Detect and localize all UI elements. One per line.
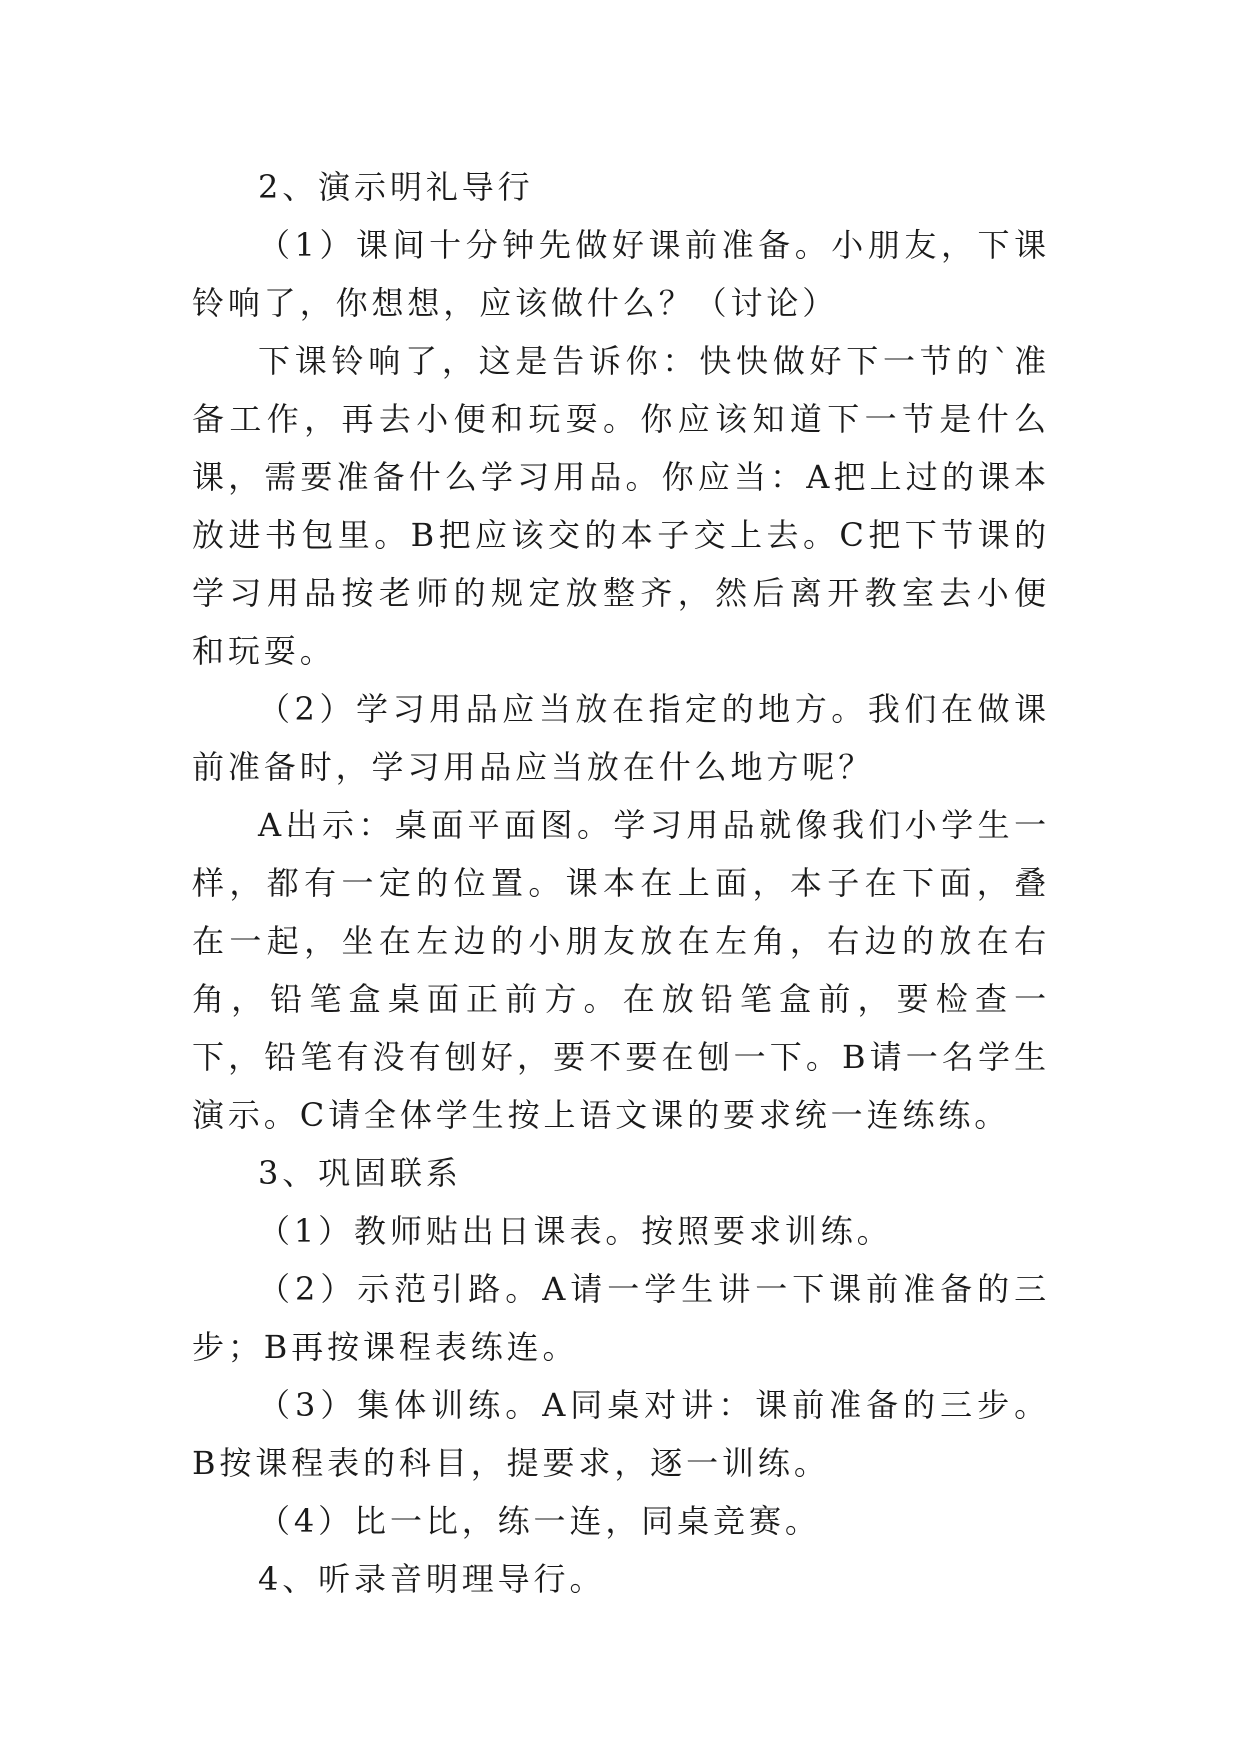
document-body (192, 158, 1050, 1608)
paragraph: （3）集体训练。A同桌对讲：课前准备的三步。B按课程表的科目，提要求，逐一训练。 (192, 1386, 1050, 1482)
heading-section-4: 4、听录音明理导行。 (258, 1560, 606, 1598)
heading-section-3: 3、巩固联系 (258, 1154, 462, 1192)
paragraph: （1）教师贴出日课表。按照要求训练。 (258, 1212, 893, 1250)
paragraph: （2）示范引路。A请一学生讲一下课前准备的三步；B再按课程表练连。 (192, 1270, 1050, 1366)
heading-section-2: 2、演示明礼导行 (258, 168, 534, 206)
paragraph: 下课铃响了，这是告诉你：快快做好下一节的`准备工作，再去小便和玩耍。你应该知道下一节是什么课，需要准备什么学习用品。你应当：A把上过的课本放进书包里。B把应该交的本子交上去。C把下节课的学习用品按老师的规定放整齐，然后离开教室去小便和玩耍。 (192, 342, 1050, 670)
paragraph: （2）学习用品应当放在指定的地方。我们在做课前准备时，学习用品应当放在什么地方呢？ (192, 690, 1050, 786)
paragraph: （1）课间十分钟先做好课前准备。小朋友，下课铃响了，你想想，应该做什么？（讨论） (192, 226, 1050, 322)
paragraph: A出示：桌面平面图。学习用品就像我们小学生一样，都有一定的位置。课本在上面，本子在下面，叠在一起，坐在左边的小朋友放在左角，右边的放在右角，铅笔盒桌面正前方。在放铅笔盒前，要检查一下，铅笔有没有刨好，要不要在刨一下。B请一名学生演示。C请全体学生按上语文课的要求统一连练练。 (192, 806, 1050, 1134)
paragraph: （4）比一比，练一连，同桌竞赛。 (258, 1502, 821, 1540)
